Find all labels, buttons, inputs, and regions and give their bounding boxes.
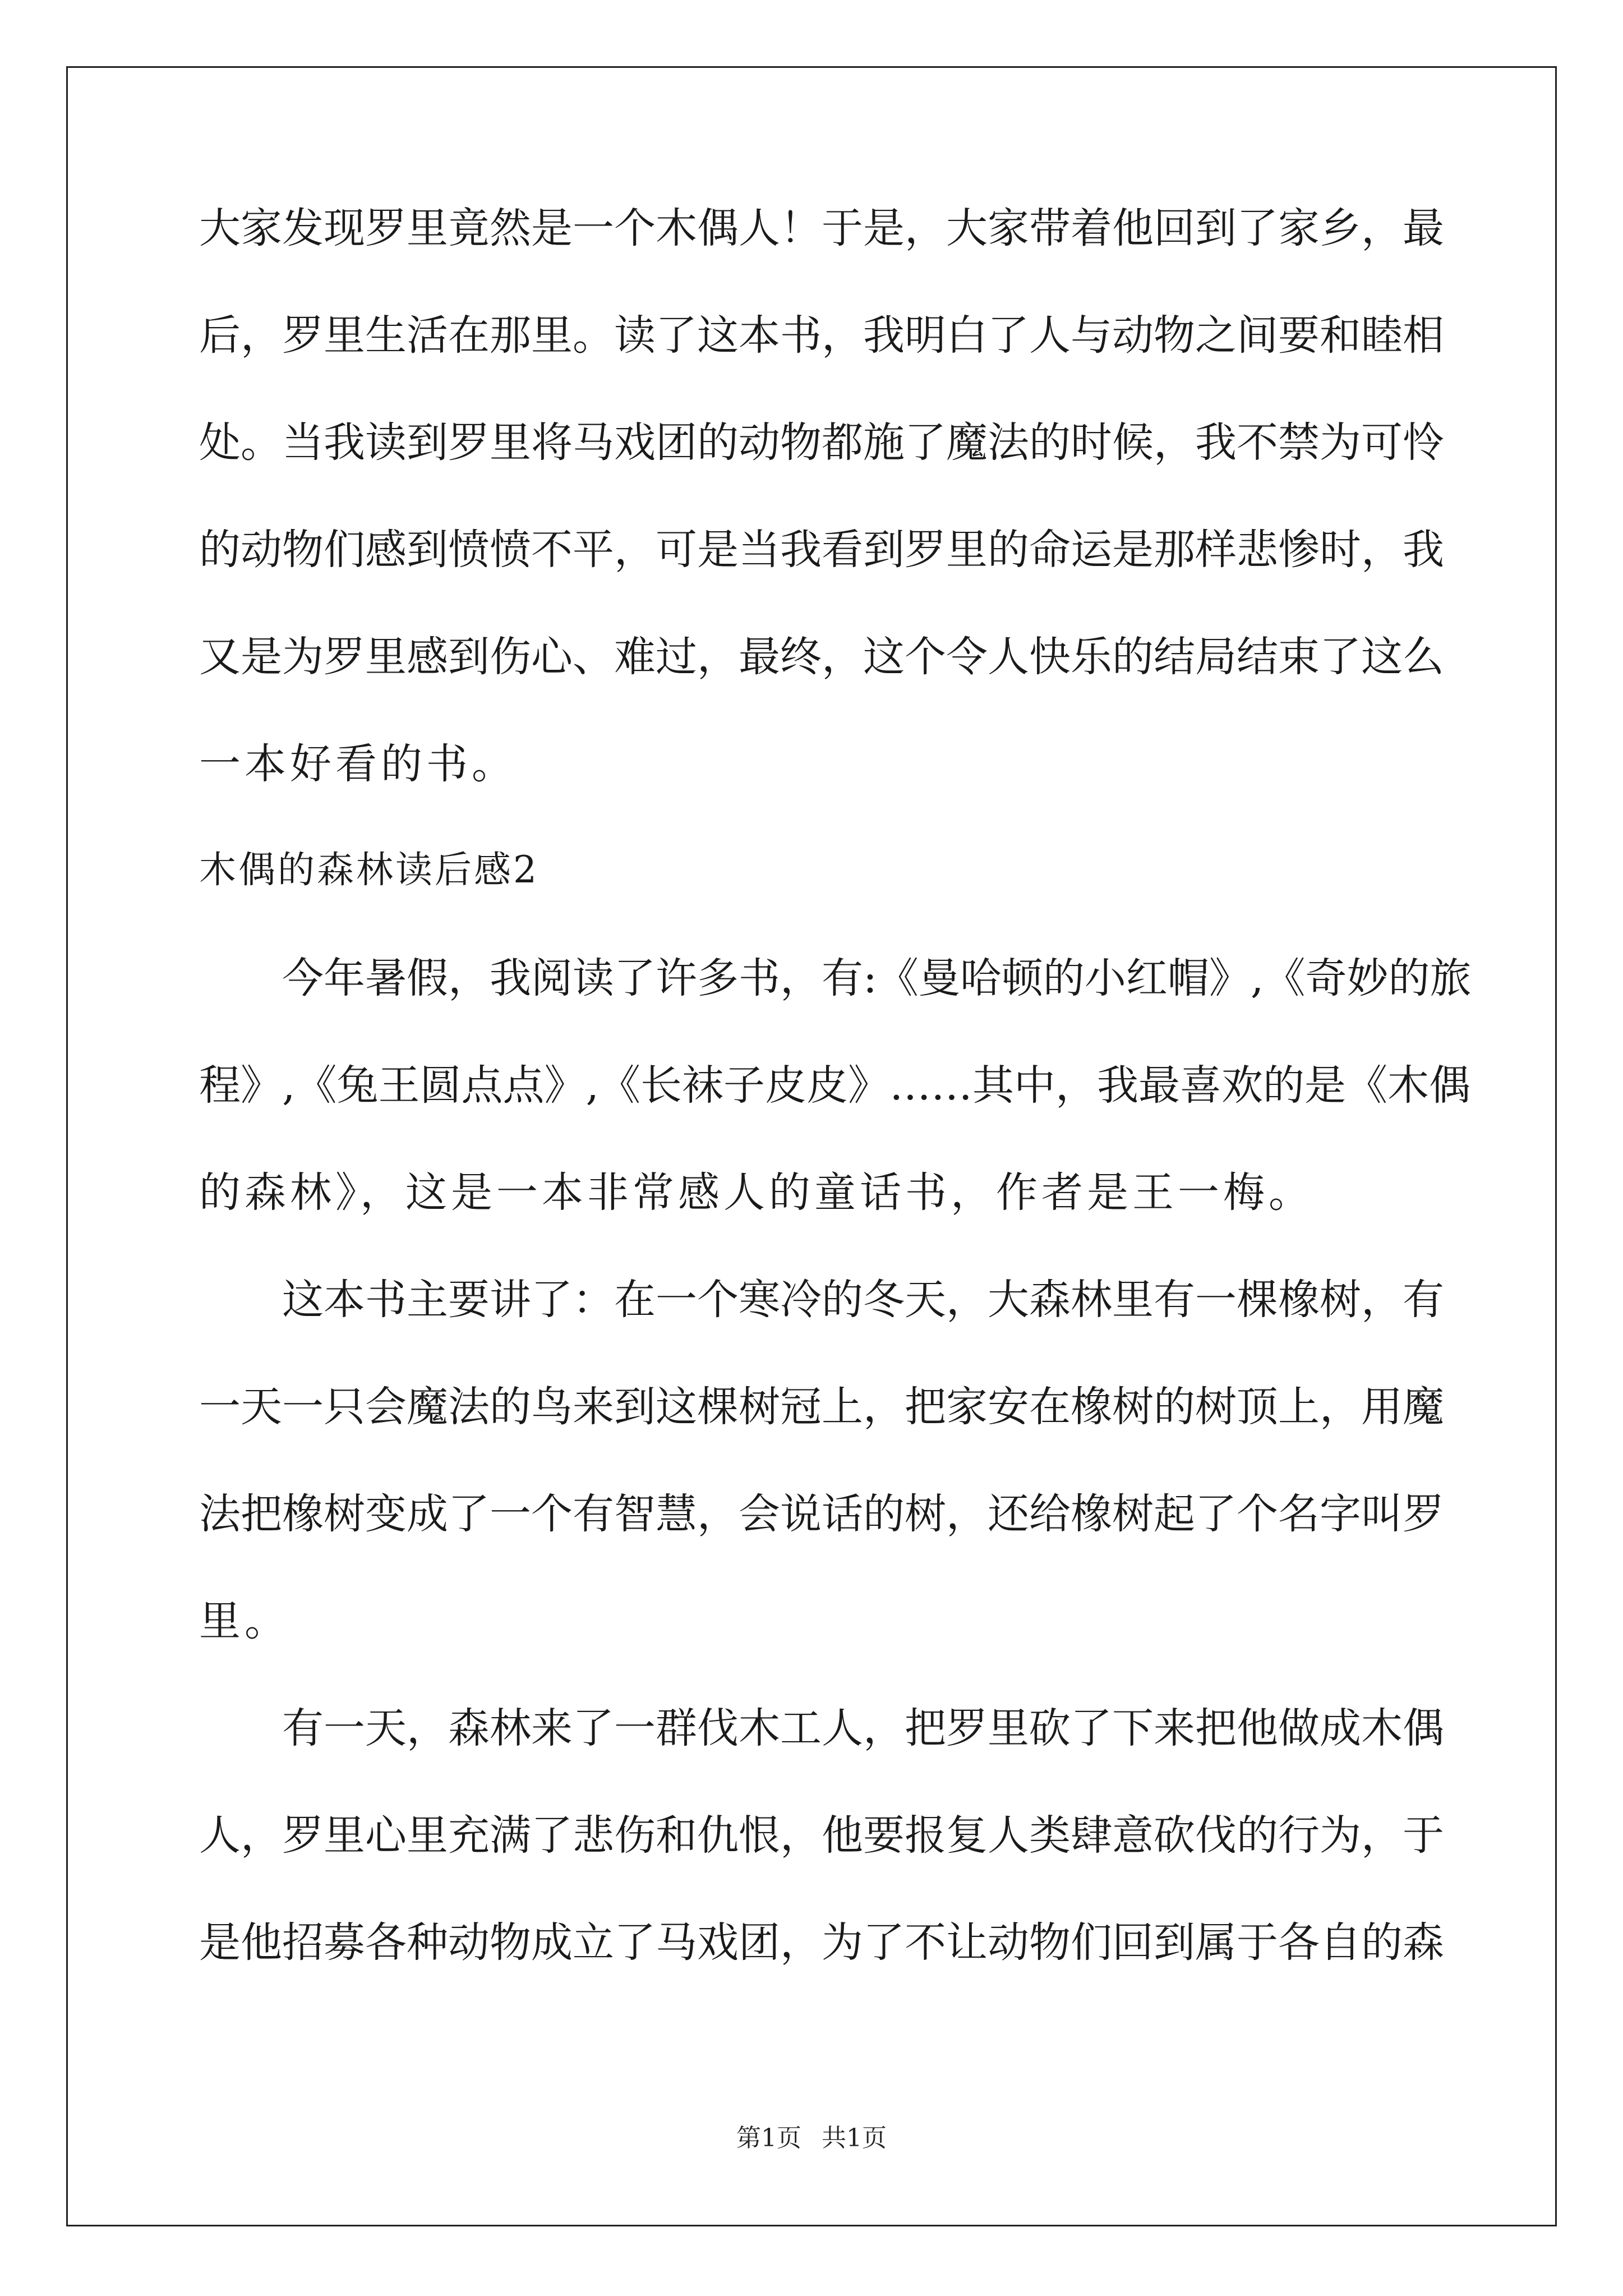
- section-heading: 木偶的森林读后感2: [199, 848, 539, 891]
- paragraph-first-line: 有一天，森林来了一群伐木工人，把罗里砍了下来把他做成木偶: [282, 1704, 1444, 1752]
- text-line: 一天一只会魔法的鸟来到这棵树冠上，把家安在橡树的树顶上，用魔: [199, 1383, 1444, 1431]
- page-border: [66, 66, 1557, 2226]
- text-line: 又是为罗里感到伤心、难过，最终，这个令人快乐的结局结束了这么: [199, 633, 1444, 681]
- page-footer: [0, 2118, 1623, 2154]
- text-line: 一本好看的书。: [199, 740, 517, 788]
- text-line: 大家发现罗里竟然是一个木偶人！于是，大家带着他回到了家乡，最: [199, 204, 1444, 252]
- text-line: 是他招募各种动物成立了马戏团，为了不让动物们回到属于各自的森: [199, 1918, 1444, 1967]
- text-line: 处。当我读到罗里将马戏团的动物都施了魔法的时候，我不禁为可怜: [199, 418, 1444, 467]
- text-line: 人，罗里心里充满了悲伤和仇恨，他要报复人类肆意砍伐的行为，于: [199, 1811, 1444, 1860]
- text-line: 法把橡树变成了一个有智慧，会说话的树，还给橡树起了个名字叫罗: [199, 1490, 1444, 1538]
- text-line: 的动物们感到愤愤不平，可是当我看到罗里的命运是那样悲惨时，我: [199, 526, 1444, 574]
- page-number-current: 第1页: [736, 2124, 801, 2152]
- text-line: 的森林》，这是一本非常感人的童话书，作者是王一梅。: [199, 1168, 1314, 1217]
- paragraph-first-line: 今年暑假，我阅读了许多书，有:《曼哈顿的小红帽》,《奇妙的旅: [282, 954, 1472, 1002]
- paragraph-first-line: 这本书主要讲了：在一个寒冷的冬天，大森林里有一棵橡树，有: [282, 1276, 1444, 1324]
- text-line: 里。: [199, 1597, 290, 1645]
- text-line: 后，罗里生活在那里。读了这本书，我明白了人与动物之间要和睦相: [199, 311, 1444, 360]
- page-number-total: 共1页: [822, 2124, 887, 2152]
- text-line: 程》,《兔王圆点点》,《长袜子皮皮》……其中，我最喜欢的是《木偶: [199, 1061, 1471, 1110]
